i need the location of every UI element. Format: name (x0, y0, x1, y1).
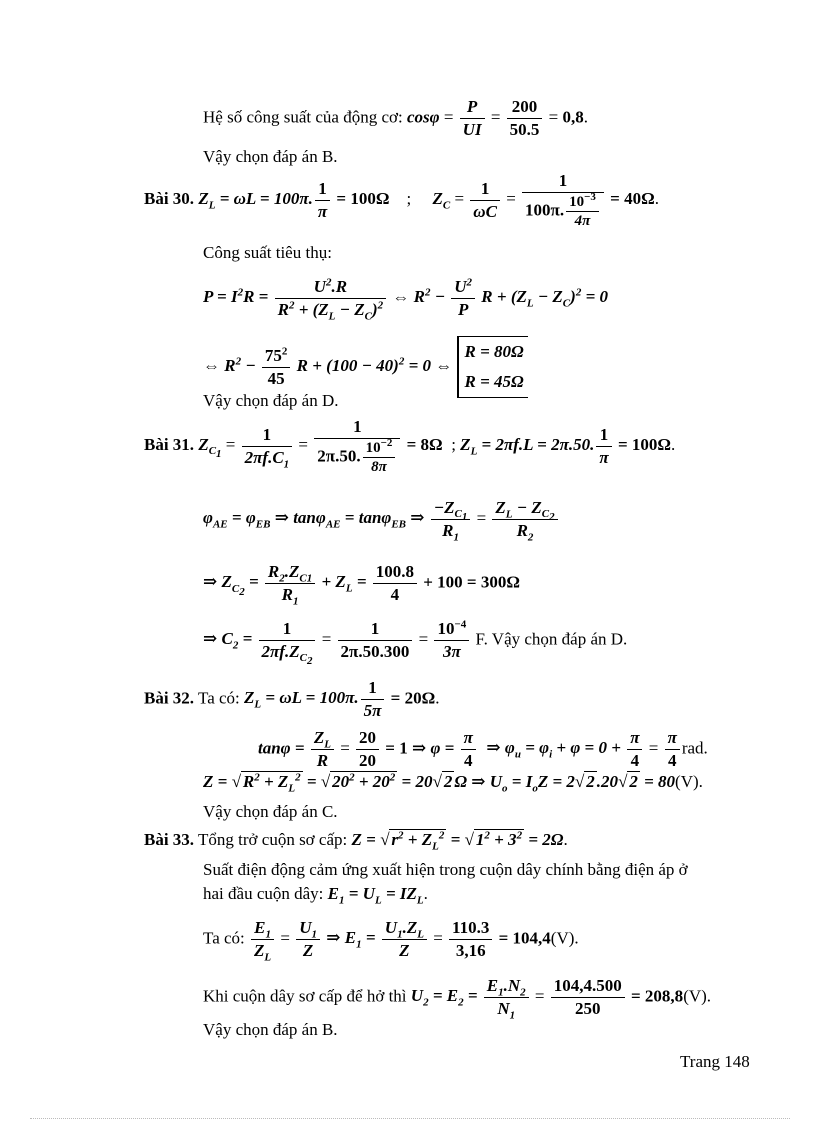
emf-equation: Ta có: $\frac{E_1}{Z_L}$ = $\frac{U_1}{Z}$ ⇒ $E_1$ = $\frac{U_1.Z_L}{Z}$ = $\frac{110.3}{3,16}$ = 104,4(V). (203, 918, 579, 964)
answer-line: Vậy chọn đáp án B. (203, 147, 338, 166)
text: Ta có: (203, 928, 245, 948)
problem-label: Bài 30. (144, 188, 195, 208)
text: (V). (683, 986, 712, 1006)
consumption-label: Công suất tiêu thụ: (203, 243, 332, 262)
footer-divider (30, 1118, 790, 1119)
problem-30-line: Bài 30. $Z_L = \omega L = 100\pi$. $\frac{1}{\pi}$ = 100Ω ; $Z_C$ = $\frac{1}{\omega C}$ = 1 100π. $\frac{10^{-3}}{4\pi}$ = 40Ω. (144, 171, 659, 229)
power-equation: $P = I^2R$ = $\frac{U^2.R}{R^2 + (Z_L - Z_C)^2}$ ⇔ $R^2$ − $\frac{U^2}{P}$ $R + (Z_L - Z_C)^2 = 0$ (203, 276, 608, 323)
impedance-line: Z = √ $R^2 + Z_L^2$ = √ $20^2 + 20^2 = 20√$ 2 Ω ⇒ $U_o = I_oZ = 2√$ 2 .20√ 2 = 80(V). (203, 771, 703, 795)
paragraph-line: hai đầu cuộn dây: $E_1 = U_L = IZ_L$. (203, 884, 428, 907)
text: ; (406, 188, 412, 208)
problem-label: Bài 33. (144, 830, 195, 849)
answer-line: Vậy chọn đáp án B. (203, 1020, 338, 1039)
quadratic-equation: ⇔ $R^2$ − $\frac{75^2}{45}$ $R + (100 - 40)^2 = 0$ ⇔ R = 80Ω R = 45Ω (203, 336, 528, 398)
paragraph-line: Suất điện động cảm ứng xuất hiện trong cuộn dây chính bằng điện áp ở (203, 860, 688, 879)
answer-line: Vậy chọn đáp án C. (203, 802, 338, 821)
tan-phi-equation: tanφ = $\frac{Z_L}{R}$ = $\frac{20}{20}$ = 1 ⇒ φ = $\frac{\pi}{4}$ ⇒ $\varphi_u = \varphi_i + \varphi = 0$ + $\frac{\pi}{4}$ = $\frac{\pi}{4}$ rad. (258, 728, 708, 770)
text: rad. (681, 738, 708, 758)
phase-equation: $\varphi_{AE} = \varphi_{EB}$ ⇒ tanφ$_{AE}$ = tanφ$_{EB}$ ⇒ $\frac{-Z_{C_1}}{R_1}$ = $\frac{Z_L - Z_{C_2}}{R_2}$ (203, 497, 560, 542)
power-factor-line: Hệ số công suất của động cơ: cosφ = $\frac{P}{UI}$ = $\frac{200}{50.5}$ = 0,8. (203, 97, 589, 139)
problem-33-line: Bài 33. Tổng trở cuộn sơ cấp: Z = √ $r^2 + Z_L^2$ = √ $1^2 + 3^2 = 2\Omega$. (144, 829, 568, 853)
problem-label: Bài 31. (144, 434, 195, 454)
text: . (583, 107, 589, 127)
answer-line: Vậy chọn đáp án D. (203, 391, 339, 410)
c2-equation: ⇒ $C_2$ = $\frac{1}{2\pi f.Z_{C_2}}$ = $\frac{1}{2\pi.50.300}$ = $\frac{10^{-4}}{3\pi}$ F. Vậy chọn đáp án D. (203, 618, 628, 668)
page-number: Trang 148 (680, 1052, 750, 1071)
text: ; (451, 434, 456, 454)
text: (V). (675, 772, 703, 791)
text: hai đầu cuộn dây: (203, 884, 324, 903)
text: Khi cuộn dây sơ cấp để hở thì (203, 986, 407, 1006)
text: (V). (550, 928, 579, 948)
problem-32-line: Bài 32. Ta có: $Z_L = \omega L = 100\pi$. $\frac{1}{5\pi}$ = 20Ω. (144, 678, 440, 720)
text: F. Vậy chọn đáp án D. (475, 629, 628, 649)
problem-31-line: Bài 31. $Z_{C_1}$ = $\frac{1}{2\pi f.C_1}$ = 1 2π.50. $\frac{10^{-2}}{8\pi}$ = 8Ω ; $Z_L = 2\pi f.L = 2\pi.50$. $\frac{1}{\pi}$ = 100Ω. (144, 417, 676, 475)
open-circuit-line: Khi cuộn dây sơ cấp để hở thì $U_2 = E_2$ = $\frac{E_1.N_2}{N_1}$ = $\frac{104,4.500}{250}$ = 208,8(V). (203, 976, 712, 1022)
text: Tổng trở cuộn sơ cấp: (198, 830, 348, 849)
zc2-equation: ⇒ $Z_{C_2}$ = $\frac{R_2.Z_{C1}}{R_1}$ + $Z_L$ = $\frac{100.8}{4}$ + 100 = 300Ω (203, 562, 520, 608)
text: Ta có: (198, 688, 240, 708)
problem-label: Bài 32. (144, 688, 195, 708)
text: Hệ số công suất của động cơ: (203, 107, 403, 127)
